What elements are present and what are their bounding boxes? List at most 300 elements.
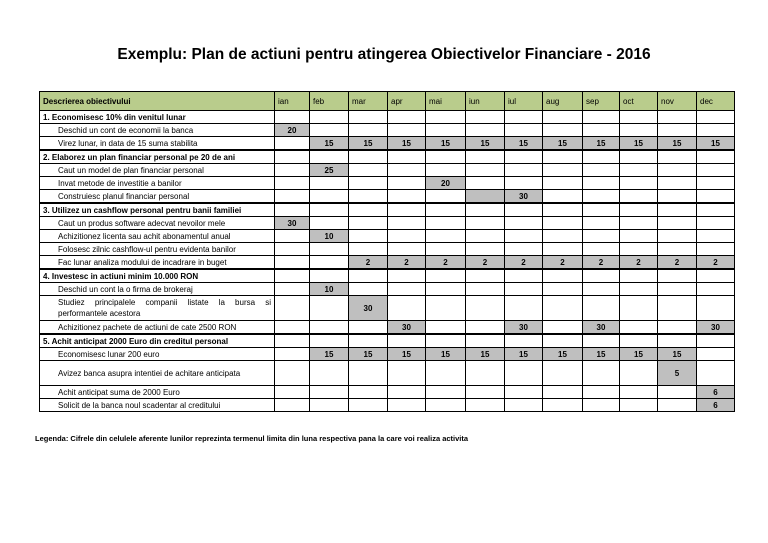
month-cell — [620, 361, 658, 386]
objective-row — [40, 150, 735, 164]
month-cell — [697, 203, 735, 217]
month-cell — [697, 164, 735, 177]
month-cell — [388, 296, 426, 321]
month-cell: 6 — [697, 386, 735, 399]
month-cell — [349, 111, 388, 124]
month-cell — [620, 111, 658, 124]
task-description: Economisesc lunar 200 euro — [40, 348, 275, 361]
month-cell — [583, 230, 620, 243]
month-cell — [543, 321, 583, 335]
month-cell — [543, 243, 583, 256]
task-row — [40, 296, 735, 321]
task-row — [40, 321, 735, 335]
month-cell — [349, 203, 388, 217]
task-description: Achizitionez pachete de actiuni de cate 2500 RON — [40, 321, 275, 335]
objective-row — [40, 111, 735, 124]
month-cell: 15 — [658, 137, 697, 151]
column-header-month: mai — [426, 92, 466, 111]
month-cell — [543, 361, 583, 386]
month-cell — [697, 334, 735, 348]
month-cell — [310, 217, 349, 230]
column-header-month: nov — [658, 92, 697, 111]
task-description: Virez lunar, in data de 15 suma stabilita — [40, 137, 275, 151]
month-cell — [426, 283, 466, 296]
column-header-month: oct — [620, 92, 658, 111]
task-row — [40, 217, 735, 230]
month-cell — [658, 111, 697, 124]
month-cell — [349, 150, 388, 164]
month-cell — [658, 283, 697, 296]
month-cell: 2 — [505, 256, 543, 270]
month-cell — [658, 243, 697, 256]
month-cell — [505, 283, 543, 296]
month-cell — [658, 399, 697, 412]
month-cell — [388, 203, 426, 217]
task-row — [40, 230, 735, 243]
month-cell — [543, 217, 583, 230]
month-cell — [697, 348, 735, 361]
month-cell: 30 — [275, 217, 310, 230]
month-cell — [583, 283, 620, 296]
task-description: Achizitionez licenta sau achit abonamentul anual — [40, 230, 275, 243]
month-cell — [505, 177, 543, 190]
task-description: Solicit de la banca noul scadentar al creditului — [40, 399, 275, 412]
column-header-month: apr — [388, 92, 426, 111]
month-cell — [426, 124, 466, 137]
month-cell: 15 — [426, 137, 466, 151]
month-cell — [388, 386, 426, 399]
month-cell: 30 — [697, 321, 735, 335]
month-cell — [349, 283, 388, 296]
month-cell: 6 — [697, 399, 735, 412]
month-cell — [466, 150, 505, 164]
month-cell: 15 — [349, 137, 388, 151]
task-row — [40, 137, 735, 151]
month-cell: 2 — [466, 256, 505, 270]
column-header-month: ian — [275, 92, 310, 111]
month-cell: 15 — [388, 348, 426, 361]
month-cell — [349, 269, 388, 283]
month-cell — [349, 124, 388, 137]
month-cell — [349, 361, 388, 386]
task-row — [40, 190, 735, 204]
month-cell — [310, 203, 349, 217]
month-cell — [388, 283, 426, 296]
month-cell — [620, 217, 658, 230]
month-cell — [583, 150, 620, 164]
month-cell: 15 — [620, 137, 658, 151]
task-row — [40, 348, 735, 361]
month-cell — [310, 296, 349, 321]
month-cell — [543, 399, 583, 412]
month-cell — [466, 334, 505, 348]
task-description: Construiesc planul financiar personal — [40, 190, 275, 204]
objective-row — [40, 334, 735, 348]
month-cell — [275, 137, 310, 151]
month-cell — [658, 321, 697, 335]
month-cell — [505, 361, 543, 386]
month-cell — [583, 243, 620, 256]
month-cell — [583, 190, 620, 204]
month-cell — [543, 283, 583, 296]
month-cell — [505, 269, 543, 283]
month-cell — [658, 296, 697, 321]
month-cell: 15 — [388, 137, 426, 151]
month-cell — [388, 124, 426, 137]
column-header-month: feb — [310, 92, 349, 111]
month-cell — [658, 217, 697, 230]
month-cell — [658, 386, 697, 399]
month-cell — [275, 334, 310, 348]
month-cell — [310, 177, 349, 190]
month-cell: 10 — [310, 283, 349, 296]
month-cell — [466, 124, 505, 137]
month-cell — [697, 269, 735, 283]
month-cell — [583, 269, 620, 283]
month-cell — [349, 217, 388, 230]
month-cell — [388, 399, 426, 412]
month-cell — [697, 190, 735, 204]
month-cell — [583, 111, 620, 124]
month-cell: 15 — [543, 137, 583, 151]
month-cell — [426, 321, 466, 335]
month-cell — [505, 230, 543, 243]
month-cell — [426, 361, 466, 386]
objective-description: 5. Achit anticipat 2000 Euro din creditul personal — [40, 334, 275, 348]
month-cell — [466, 111, 505, 124]
month-cell — [658, 230, 697, 243]
month-cell — [275, 190, 310, 204]
month-cell: 2 — [426, 256, 466, 270]
month-cell: 15 — [583, 137, 620, 151]
action-plan-table — [39, 91, 735, 412]
column-header-month: iul — [505, 92, 543, 111]
month-cell — [349, 177, 388, 190]
month-cell — [658, 269, 697, 283]
task-description: Achit anticipat suma de 2000 Euro — [40, 386, 275, 399]
month-cell — [505, 164, 543, 177]
month-cell — [620, 164, 658, 177]
month-cell: 5 — [658, 361, 697, 386]
task-description: Caut un model de plan financiar personal — [40, 164, 275, 177]
month-cell — [426, 203, 466, 217]
month-cell — [697, 296, 735, 321]
month-cell — [543, 150, 583, 164]
month-cell — [583, 164, 620, 177]
table-header-row — [40, 92, 735, 111]
month-cell — [583, 203, 620, 217]
month-cell: 20 — [426, 177, 466, 190]
legend-note: Legenda: Cifrele din celulele aferente lunilor reprezinta termenul limita din luna respectiva pana la care voi realiza activita — [35, 434, 469, 443]
month-cell — [388, 217, 426, 230]
month-cell: 15 — [505, 348, 543, 361]
month-cell — [658, 150, 697, 164]
month-cell — [275, 361, 310, 386]
month-cell — [658, 177, 697, 190]
month-cell: 15 — [658, 348, 697, 361]
month-cell — [466, 177, 505, 190]
month-cell — [310, 256, 349, 270]
month-cell — [583, 361, 620, 386]
month-cell: 2 — [697, 256, 735, 270]
month-cell — [349, 243, 388, 256]
month-cell: 15 — [583, 348, 620, 361]
task-row — [40, 177, 735, 190]
month-cell — [275, 150, 310, 164]
month-cell — [583, 177, 620, 190]
month-cell — [697, 217, 735, 230]
objective-description: 1. Economisesc 10% din venitul lunar — [40, 111, 275, 124]
month-cell — [310, 124, 349, 137]
month-cell — [426, 150, 466, 164]
month-cell — [349, 386, 388, 399]
objective-description: 2. Elaborez un plan financiar personal pe 20 de ani — [40, 150, 275, 164]
month-cell — [426, 334, 466, 348]
month-cell — [310, 243, 349, 256]
month-cell — [388, 334, 426, 348]
month-cell: 15 — [349, 348, 388, 361]
task-row — [40, 283, 735, 296]
column-header-month: aug — [543, 92, 583, 111]
month-cell — [543, 296, 583, 321]
task-description: Fac lunar analiza modului de incadrare in buget — [40, 256, 275, 270]
column-header-month: iun — [466, 92, 505, 111]
task-description: Folosesc zilnic cashflow-ul pentru evidenta banilor — [40, 243, 275, 256]
month-cell — [620, 283, 658, 296]
month-cell — [426, 230, 466, 243]
month-cell — [505, 386, 543, 399]
task-row — [40, 124, 735, 137]
month-cell: 15 — [310, 137, 349, 151]
month-cell — [543, 386, 583, 399]
month-cell — [658, 190, 697, 204]
month-cell — [275, 399, 310, 412]
month-cell — [426, 399, 466, 412]
month-cell — [543, 124, 583, 137]
month-cell — [466, 361, 505, 386]
month-cell: 15 — [620, 348, 658, 361]
month-cell: 15 — [310, 348, 349, 361]
month-cell — [310, 111, 349, 124]
month-cell — [620, 150, 658, 164]
month-cell: 2 — [349, 256, 388, 270]
task-description: Studiez principalele companii listate la bursa si performantele acestora — [40, 296, 275, 321]
month-cell — [275, 283, 310, 296]
month-cell — [583, 296, 620, 321]
column-header-month: mar — [349, 92, 388, 111]
month-cell: 10 — [310, 230, 349, 243]
month-cell — [620, 399, 658, 412]
month-cell — [543, 177, 583, 190]
month-cell — [620, 177, 658, 190]
objective-row — [40, 203, 735, 217]
column-header-month: dec — [697, 92, 735, 111]
month-cell — [466, 321, 505, 335]
month-cell — [349, 230, 388, 243]
month-cell — [310, 190, 349, 204]
month-cell — [697, 177, 735, 190]
month-cell — [310, 269, 349, 283]
month-cell — [620, 296, 658, 321]
month-cell — [275, 296, 310, 321]
month-cell — [505, 243, 543, 256]
month-cell — [697, 230, 735, 243]
month-cell — [466, 296, 505, 321]
month-cell: 30 — [349, 296, 388, 321]
month-cell — [466, 190, 505, 204]
month-cell — [275, 386, 310, 399]
month-cell — [620, 334, 658, 348]
month-cell — [388, 177, 426, 190]
month-cell — [583, 334, 620, 348]
month-cell — [310, 386, 349, 399]
month-cell: 30 — [505, 190, 543, 204]
month-cell — [620, 243, 658, 256]
month-cell — [697, 283, 735, 296]
month-cell — [275, 256, 310, 270]
month-cell — [543, 111, 583, 124]
month-cell — [543, 203, 583, 217]
task-description: Invat metode de investitie a banilor — [40, 177, 275, 190]
month-cell — [388, 190, 426, 204]
month-cell — [466, 203, 505, 217]
month-cell — [620, 230, 658, 243]
page-title: Exemplu: Plan de actiuni pentru atingerea Obiectivelor Financiare - 2016 — [117, 46, 651, 63]
month-cell — [620, 124, 658, 137]
month-cell — [466, 283, 505, 296]
objective-description: 4. Investesc in actiuni minim 10.000 RON — [40, 269, 275, 283]
month-cell: 25 — [310, 164, 349, 177]
month-cell — [466, 386, 505, 399]
month-cell — [583, 399, 620, 412]
task-row — [40, 164, 735, 177]
month-cell — [275, 203, 310, 217]
month-cell — [388, 150, 426, 164]
month-cell — [426, 243, 466, 256]
month-cell — [275, 348, 310, 361]
task-row — [40, 386, 735, 399]
task-row — [40, 256, 735, 270]
month-cell: 30 — [388, 321, 426, 335]
month-cell: 30 — [583, 321, 620, 335]
month-cell: 20 — [275, 124, 310, 137]
month-cell — [426, 111, 466, 124]
task-row — [40, 399, 735, 412]
month-cell — [658, 203, 697, 217]
month-cell — [466, 217, 505, 230]
month-cell — [466, 243, 505, 256]
month-cell — [505, 334, 543, 348]
month-cell — [275, 177, 310, 190]
month-cell: 15 — [505, 137, 543, 151]
month-cell — [697, 361, 735, 386]
month-cell: 2 — [388, 256, 426, 270]
month-cell — [543, 334, 583, 348]
task-description: Deschid un cont de economii la banca — [40, 124, 275, 137]
month-cell — [275, 230, 310, 243]
month-cell — [697, 111, 735, 124]
month-cell — [426, 296, 466, 321]
month-cell — [466, 164, 505, 177]
month-cell — [310, 334, 349, 348]
month-cell — [275, 164, 310, 177]
task-row — [40, 243, 735, 256]
month-cell — [310, 399, 349, 412]
month-cell — [426, 269, 466, 283]
month-cell — [583, 124, 620, 137]
month-cell — [697, 124, 735, 137]
month-cell — [466, 230, 505, 243]
month-cell — [658, 164, 697, 177]
month-cell — [505, 203, 543, 217]
month-cell: 2 — [583, 256, 620, 270]
month-cell — [388, 269, 426, 283]
column-header-month: sep — [583, 92, 620, 111]
month-cell — [620, 203, 658, 217]
month-cell: 15 — [697, 137, 735, 151]
month-cell — [466, 269, 505, 283]
column-header-description: Descrierea obiectivului — [40, 92, 275, 111]
month-cell — [543, 164, 583, 177]
month-cell — [505, 150, 543, 164]
month-cell — [505, 399, 543, 412]
month-cell — [658, 124, 697, 137]
month-cell — [620, 269, 658, 283]
month-cell: 15 — [466, 348, 505, 361]
month-cell: 2 — [658, 256, 697, 270]
month-cell — [505, 296, 543, 321]
month-cell: 15 — [466, 137, 505, 151]
month-cell — [583, 386, 620, 399]
month-cell — [388, 164, 426, 177]
month-cell: 2 — [543, 256, 583, 270]
task-row — [40, 361, 735, 386]
month-cell — [505, 124, 543, 137]
month-cell — [426, 190, 466, 204]
task-description: Caut un produs software adecvat nevoilor mele — [40, 217, 275, 230]
month-cell — [349, 164, 388, 177]
month-cell — [310, 150, 349, 164]
month-cell — [620, 321, 658, 335]
month-cell — [466, 399, 505, 412]
month-cell — [505, 111, 543, 124]
month-cell: 2 — [620, 256, 658, 270]
month-cell — [388, 243, 426, 256]
month-cell — [349, 321, 388, 335]
month-cell — [426, 217, 466, 230]
objective-description: 3. Utilizez un cashflow personal pentru banii familiei — [40, 203, 275, 217]
month-cell — [310, 361, 349, 386]
month-cell: 30 — [505, 321, 543, 335]
month-cell — [388, 230, 426, 243]
month-cell — [388, 361, 426, 386]
month-cell — [620, 386, 658, 399]
month-cell — [275, 269, 310, 283]
task-description: Avizez banca asupra intentiei de achitare anticipata — [40, 361, 275, 386]
month-cell — [505, 217, 543, 230]
month-cell — [388, 111, 426, 124]
month-cell — [310, 321, 349, 335]
month-cell: 15 — [543, 348, 583, 361]
month-cell — [543, 190, 583, 204]
month-cell — [349, 399, 388, 412]
month-cell — [583, 217, 620, 230]
month-cell — [426, 386, 466, 399]
month-cell — [658, 334, 697, 348]
month-cell — [349, 334, 388, 348]
month-cell — [275, 243, 310, 256]
month-cell — [275, 321, 310, 335]
